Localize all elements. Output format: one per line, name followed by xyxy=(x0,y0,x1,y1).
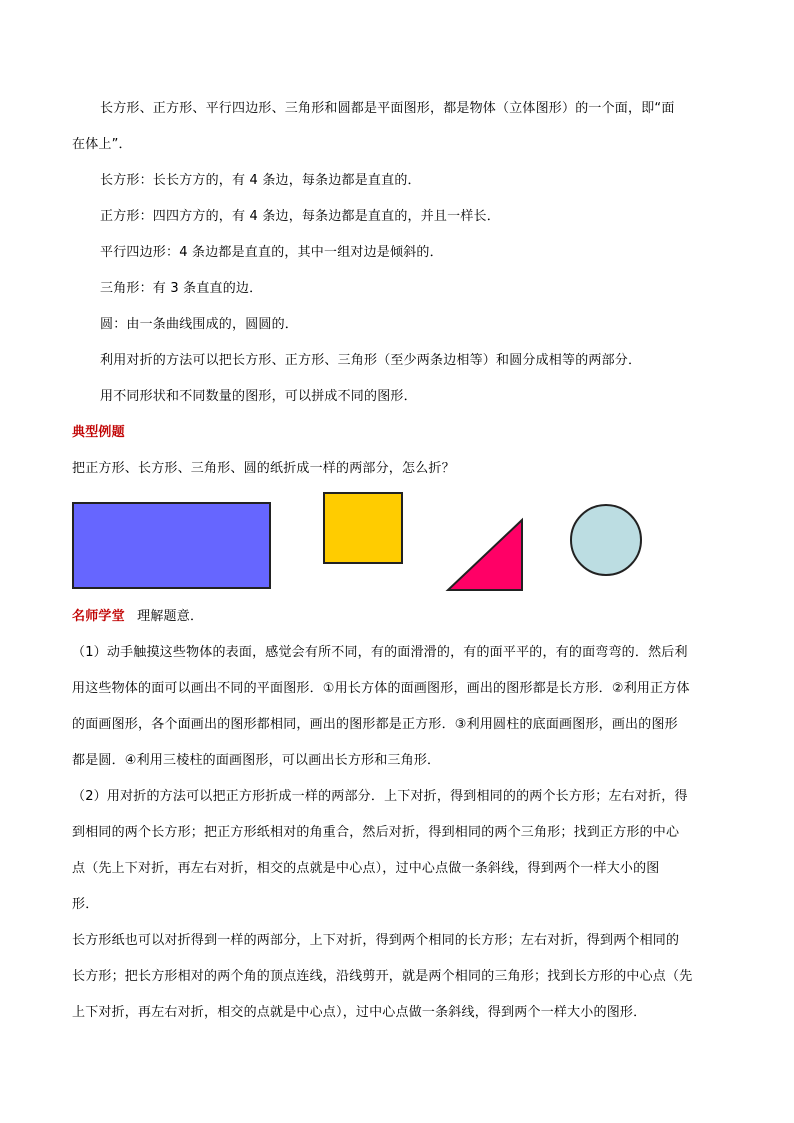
answer-section1-line: 用这些物体的面可以画出不同的平面图形．①用长方体的面画图形，画出的图形都是长方形．②利用正方体 xyxy=(72,681,690,696)
rectangle-definition: 长方形：长长方方的，有 4 条边，每条边都是直直的． xyxy=(100,173,421,188)
parallelogram-definition: 平行四边形：4 条边都是直直的，其中一组对边是倾斜的． xyxy=(100,245,443,260)
answer-section1-line: 的面画图形，各个面画出的图形都相同，画出的图形都是正方形．③利用圆柱的底面画图形，画出的图形 xyxy=(72,717,678,732)
square-shape xyxy=(323,492,403,564)
circle-definition: 圆：由一条曲线围成的，圆圆的． xyxy=(100,317,299,332)
intro-paragraph-line: 长方形、正方形、平行四边形、三角形和圆都是平面图形，都是物体（立体图形）的一个面，即“面 xyxy=(100,101,675,116)
answer-section1-line: 都是圆．④利用三棱柱的面画图形，可以画出长方形和三角形． xyxy=(72,753,441,768)
composition-note: 用不同形状和不同数量的图形，可以拼成不同的图形． xyxy=(100,389,417,404)
rectangle-shape xyxy=(72,502,271,589)
example-heading: 典型例题 xyxy=(72,425,125,440)
folding-note: 利用对折的方法可以把长方形、正方形、三角形（至少两条边相等）和圆分成相等的两部分． xyxy=(100,353,642,368)
answer-section3-line: 长方形纸也可以对折得到一样的两部分，上下对折，得到两个相同的长方形；左右对折，得到两个相同的 xyxy=(72,933,680,948)
answer-heading-row xyxy=(72,608,203,626)
circle-shape xyxy=(568,502,644,578)
answer-section2-line: 形． xyxy=(72,897,99,912)
intro-paragraph-line: 在体上”． xyxy=(72,137,132,152)
answer-section1-line: （1）动手触摸这些物体的表面，感觉会有所不同，有的面滑滑的，有的面平平的，有的面弯弯的．然后利 xyxy=(72,645,688,660)
answer-section3-line: 长方形；把长方形相对的两个角的顶点连线，沿线剪开，就是两个相同的三角形；找到长方形的中心点（先 xyxy=(72,969,693,984)
example-question: 把正方形、长方形、三角形、圆的纸折成一样的两部分，怎么折？ xyxy=(72,461,455,476)
square-definition: 正方形：四四方方的，有 4 条边，每条边都是直直的，并且一样长． xyxy=(100,209,500,224)
answer-heading-tail: 理解题意． xyxy=(137,609,204,624)
answer-section2-line: 到相同的两个长方形；把正方形纸相对的角重合，然后对折，得到相同的两个三角形；找到正方形的中心 xyxy=(72,825,680,840)
answer-section2-line: （2）用对折的方法可以把正方形折成一样的两部分．上下对折，得到相同的的两个长方形；左右对折，得 xyxy=(72,789,688,804)
answer-section2-line: 点（先上下对折，再左右对折，相交的点就是中心点），过中心点做一条斜线，得到两个一样大小的图 xyxy=(72,861,660,876)
answer-heading: 名师学堂 xyxy=(72,609,125,624)
triangle-definition: 三角形：有 3 条直直的边． xyxy=(100,281,263,296)
triangle-shape xyxy=(444,517,526,593)
answer-section3-line: 上下对折，再左右对折，相交的点就是中心点），过中心点做一条斜线，得到两个一样大小的图形． xyxy=(72,1005,647,1020)
